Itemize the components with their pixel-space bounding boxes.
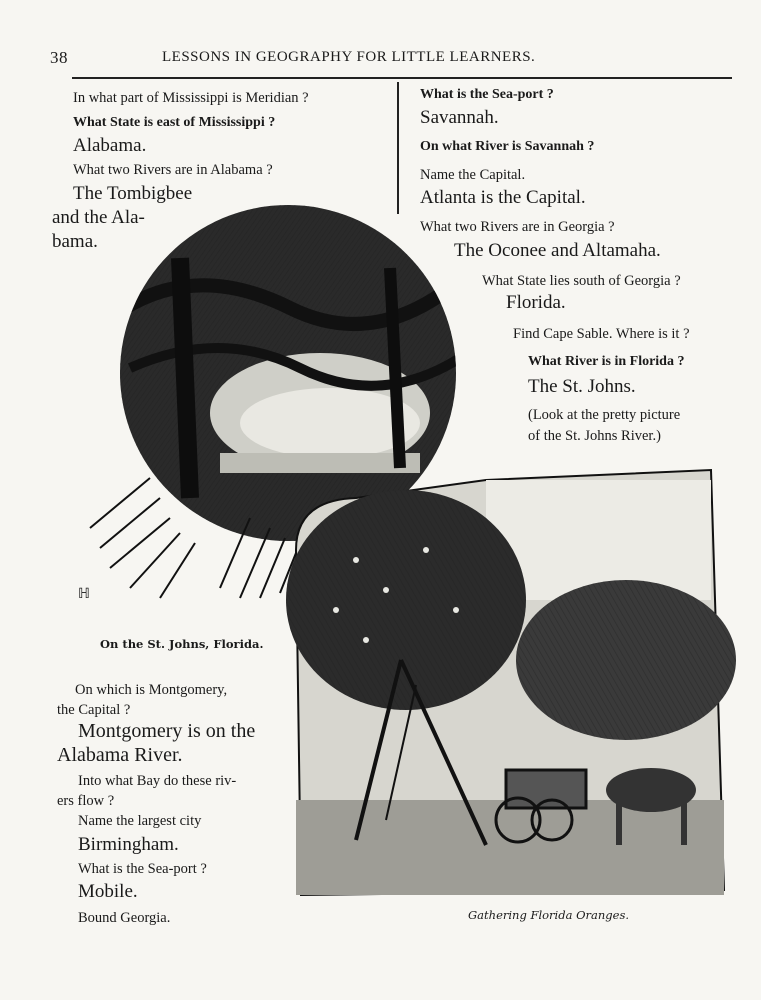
question-text: What State is east of Mississippi ? (73, 115, 276, 130)
question-text: What is the Sea-port ? (78, 861, 207, 877)
column-divider (397, 82, 399, 214)
question-text: What two Rivers are in Georgia ? (420, 219, 615, 235)
answer-text: Alabama. (73, 135, 147, 156)
question-text: What River is in Florida ? (528, 354, 685, 369)
page-title: LESSONS IN GEOGRAPHY FOR LITTLE LEARNERS. (162, 49, 536, 65)
answer-text: Savannah. (420, 107, 499, 128)
answer-text: Mobile. (78, 881, 138, 902)
question-text: Name the Capital. (420, 167, 526, 183)
engraver-monogram: ℍ (78, 586, 90, 602)
question-text: What two Rivers are in Alabama ? (73, 162, 273, 178)
note-text: (Look at the pretty picture (528, 407, 681, 423)
answer-text: bama. (52, 231, 98, 252)
answer-text: The Tombigbee (73, 183, 193, 204)
question-text: Into what Bay do these riv- (78, 773, 237, 789)
question-text: On which is Montgomery, (75, 682, 228, 698)
question-text: In what part of Mississippi is Meridian ? (73, 90, 309, 106)
question-text: What is the Sea-port ? (420, 87, 554, 102)
question-text: Find Cape Sable. Where is it ? (513, 326, 690, 342)
answer-text: Atlanta is the Capital. (420, 187, 586, 208)
question-text: the Capital ? (57, 702, 131, 718)
answer-text: Florida. (506, 292, 566, 313)
answer-text: Birmingham. (78, 834, 179, 855)
question-text: Bound Georgia. (78, 910, 171, 926)
question-text: On what River is Savannah ? (420, 139, 595, 154)
question-text: Name the largest city (78, 813, 202, 829)
answer-text: The Oconee and Altamaha. (454, 240, 661, 261)
orange-grove-engraving (296, 470, 726, 900)
question-text: What State lies south of Georgia ? (482, 273, 681, 289)
answer-text: Montgomery is on the (78, 720, 256, 742)
caption-st-johns: On the St. Johns, Florida. (100, 637, 264, 651)
question-text: ers flow ? (57, 793, 115, 809)
page-number: 38 (50, 48, 68, 67)
answer-text: and the Ala- (52, 207, 145, 228)
answer-text: Alabama River. (57, 744, 183, 766)
header-rule (72, 77, 732, 79)
answer-text: The St. Johns. (528, 376, 636, 397)
note-text: of the St. Johns River.) (528, 428, 661, 444)
caption-oranges: Gathering Florida Oranges. (468, 908, 630, 922)
